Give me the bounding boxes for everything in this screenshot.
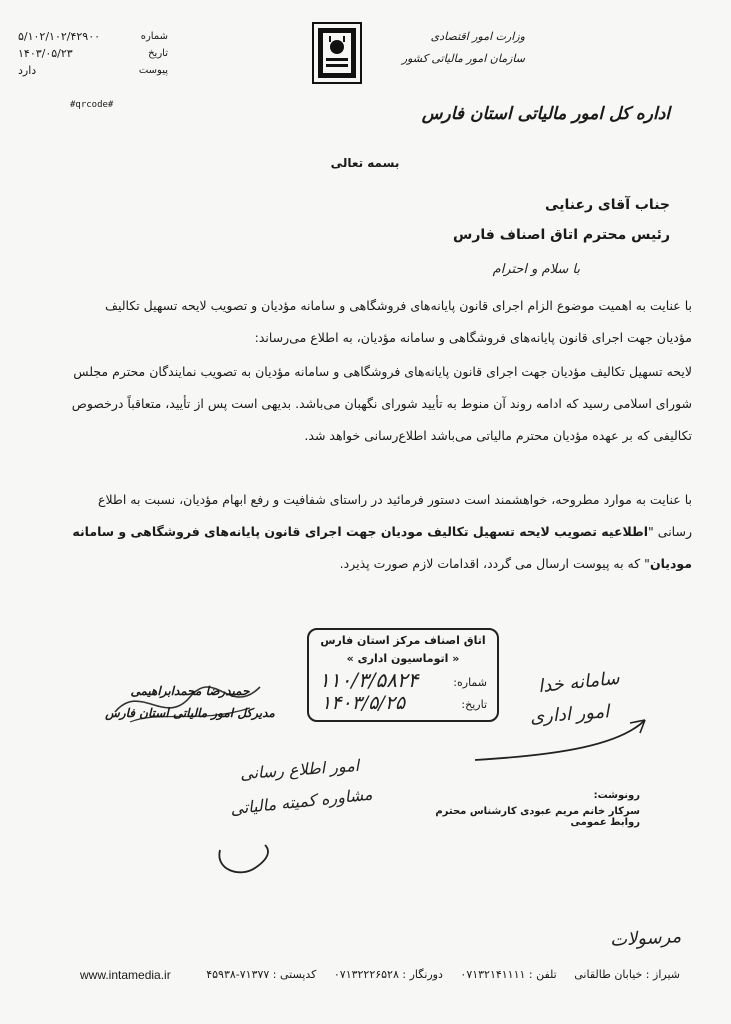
footer-phone: تلفن : ۰۷۱۳۲۱۴۱۱۱۱	[460, 968, 557, 981]
stamp-line1: اتاق اصناف مرکز استان فارس	[320, 634, 486, 647]
organization-title: اداره کل امور مالیاتی استان فارس	[421, 104, 670, 124]
stamp-line2: « اتوماسیون اداری »	[346, 652, 460, 665]
date-value: ۱۴۰۳/۰۵/۲۳	[18, 47, 73, 60]
signature-scribble-icon	[110, 672, 270, 736]
handwritten-note-4: مشاوره کمیته مالیاتی	[229, 784, 374, 819]
attachment-value: دارد	[18, 64, 37, 77]
paragraph-3	[70, 484, 692, 580]
footer-address: شیراز : خیابان طالقانی	[574, 968, 680, 981]
handwritten-note-1: سامانه خدا	[537, 667, 621, 698]
handwritten-note-5: مرسولات	[609, 926, 682, 951]
footer-fax: دورنگار : ۰۷۱۳۲۲۲۶۵۲۸	[333, 968, 443, 981]
handwritten-note-2: امور اداری	[529, 701, 610, 728]
date-label: تاریخ	[148, 48, 168, 59]
letter-meta	[18, 28, 168, 79]
qrcode-placeholder: #qrcode#	[70, 100, 114, 110]
stamp-number-label: شماره:	[453, 676, 487, 689]
ministry-line2: سازمان امور مالیاتی کشور	[401, 52, 525, 65]
invocation: بسمه تعالی	[330, 156, 400, 170]
stamp-number-value: ۱۱۰/۳/۵۸۲۴	[319, 668, 419, 692]
number-value: ۵/۱۰۲/۱۰۲/۴۲۹۰۰	[18, 30, 101, 43]
attachment-label: پیوست	[138, 65, 168, 76]
receipt-stamp	[307, 628, 499, 722]
paragraph-3-start: با عنایت به موارد مطروحه، خواهشمند است دستور فرمائید در راستای شفافیت و رفع ابهام مؤدیان، نسبت به اطلاع رسانی "	[98, 492, 692, 539]
paragraph-2: لایحه تسهیل تکالیف مؤدیان جهت اجرای قانون پایانه‌های فروشگاهی و سامانه مؤدیان به تصویب نمایندگان محترم مجلس شورای اسلامی رسید که ادامه روند آن منوط به تأیید شورای نگهبان می‌باشد. بدیهی است پس از تأیید، متعاقباً درخصوص تکالیفی که بر عهده مؤدیان محترم مالیاتی می‌باشد اطلاع‌رسانی خواهد شد.	[71, 364, 692, 443]
handwritten-signature-icon	[215, 840, 275, 884]
addressee-title: رئیس محترم اتاق اصناف فارس	[453, 227, 670, 243]
tax-organization-emblem-icon	[312, 22, 362, 84]
signer-name: حمیدرضا محمدابراهیمی	[130, 684, 250, 698]
footer-postal: کدپستی : ۷۱۳۷۷-۴۵۹۳۸	[206, 968, 317, 981]
referral-arrow-icon	[470, 715, 650, 769]
greeting: با سلام و احترام	[492, 262, 580, 277]
ministry-header	[395, 26, 525, 70]
paragraph-3-bold: اطلاعیه تصویب لایحه تسهیل تکالیف مودیان جهت اجرای قانون پایانه‌های فروشگاهی و سامانه مودیان	[72, 524, 692, 571]
cc-label: رونوشت:	[593, 790, 640, 801]
paragraph-3-end: " که به پیوست ارسال می گردد، اقدامات لازم صورت پذیرد.	[339, 556, 650, 571]
ministry-line1: وزارت امور اقتصادی	[430, 30, 525, 43]
number-label: شماره	[140, 31, 168, 42]
footer-website: www.intamedia.ir	[80, 968, 171, 982]
cc-recipient: سرکار خانم مریم عبودی کارشناس محترم روابط عمومی	[435, 806, 640, 828]
stamp-date-label: تاریخ:	[461, 698, 487, 711]
signer-title: مدیرکل امور مالیاتی استان فارس	[105, 706, 275, 720]
stamp-date-value: ۱۴۰۳/۵/۲۵	[321, 692, 406, 714]
letter-footer	[20, 968, 710, 988]
handwritten-note-3: امور اطلاع رسانی	[239, 755, 360, 784]
addressee-name: جناب آقای رعنایی	[545, 197, 670, 213]
paragraph-1: با عنایت به اهمیت موضوع الزام اجرای قانون پایانه‌های فروشگاهی و سامانه مؤدیان و تصویب لایحه تسهیل تکالیف مؤدیان جهت اجرای قانون پایانه‌های فروشگاهی و سامانه مؤدیان، به اطلاع می‌رساند:	[105, 298, 692, 345]
footer-contact	[192, 968, 680, 981]
